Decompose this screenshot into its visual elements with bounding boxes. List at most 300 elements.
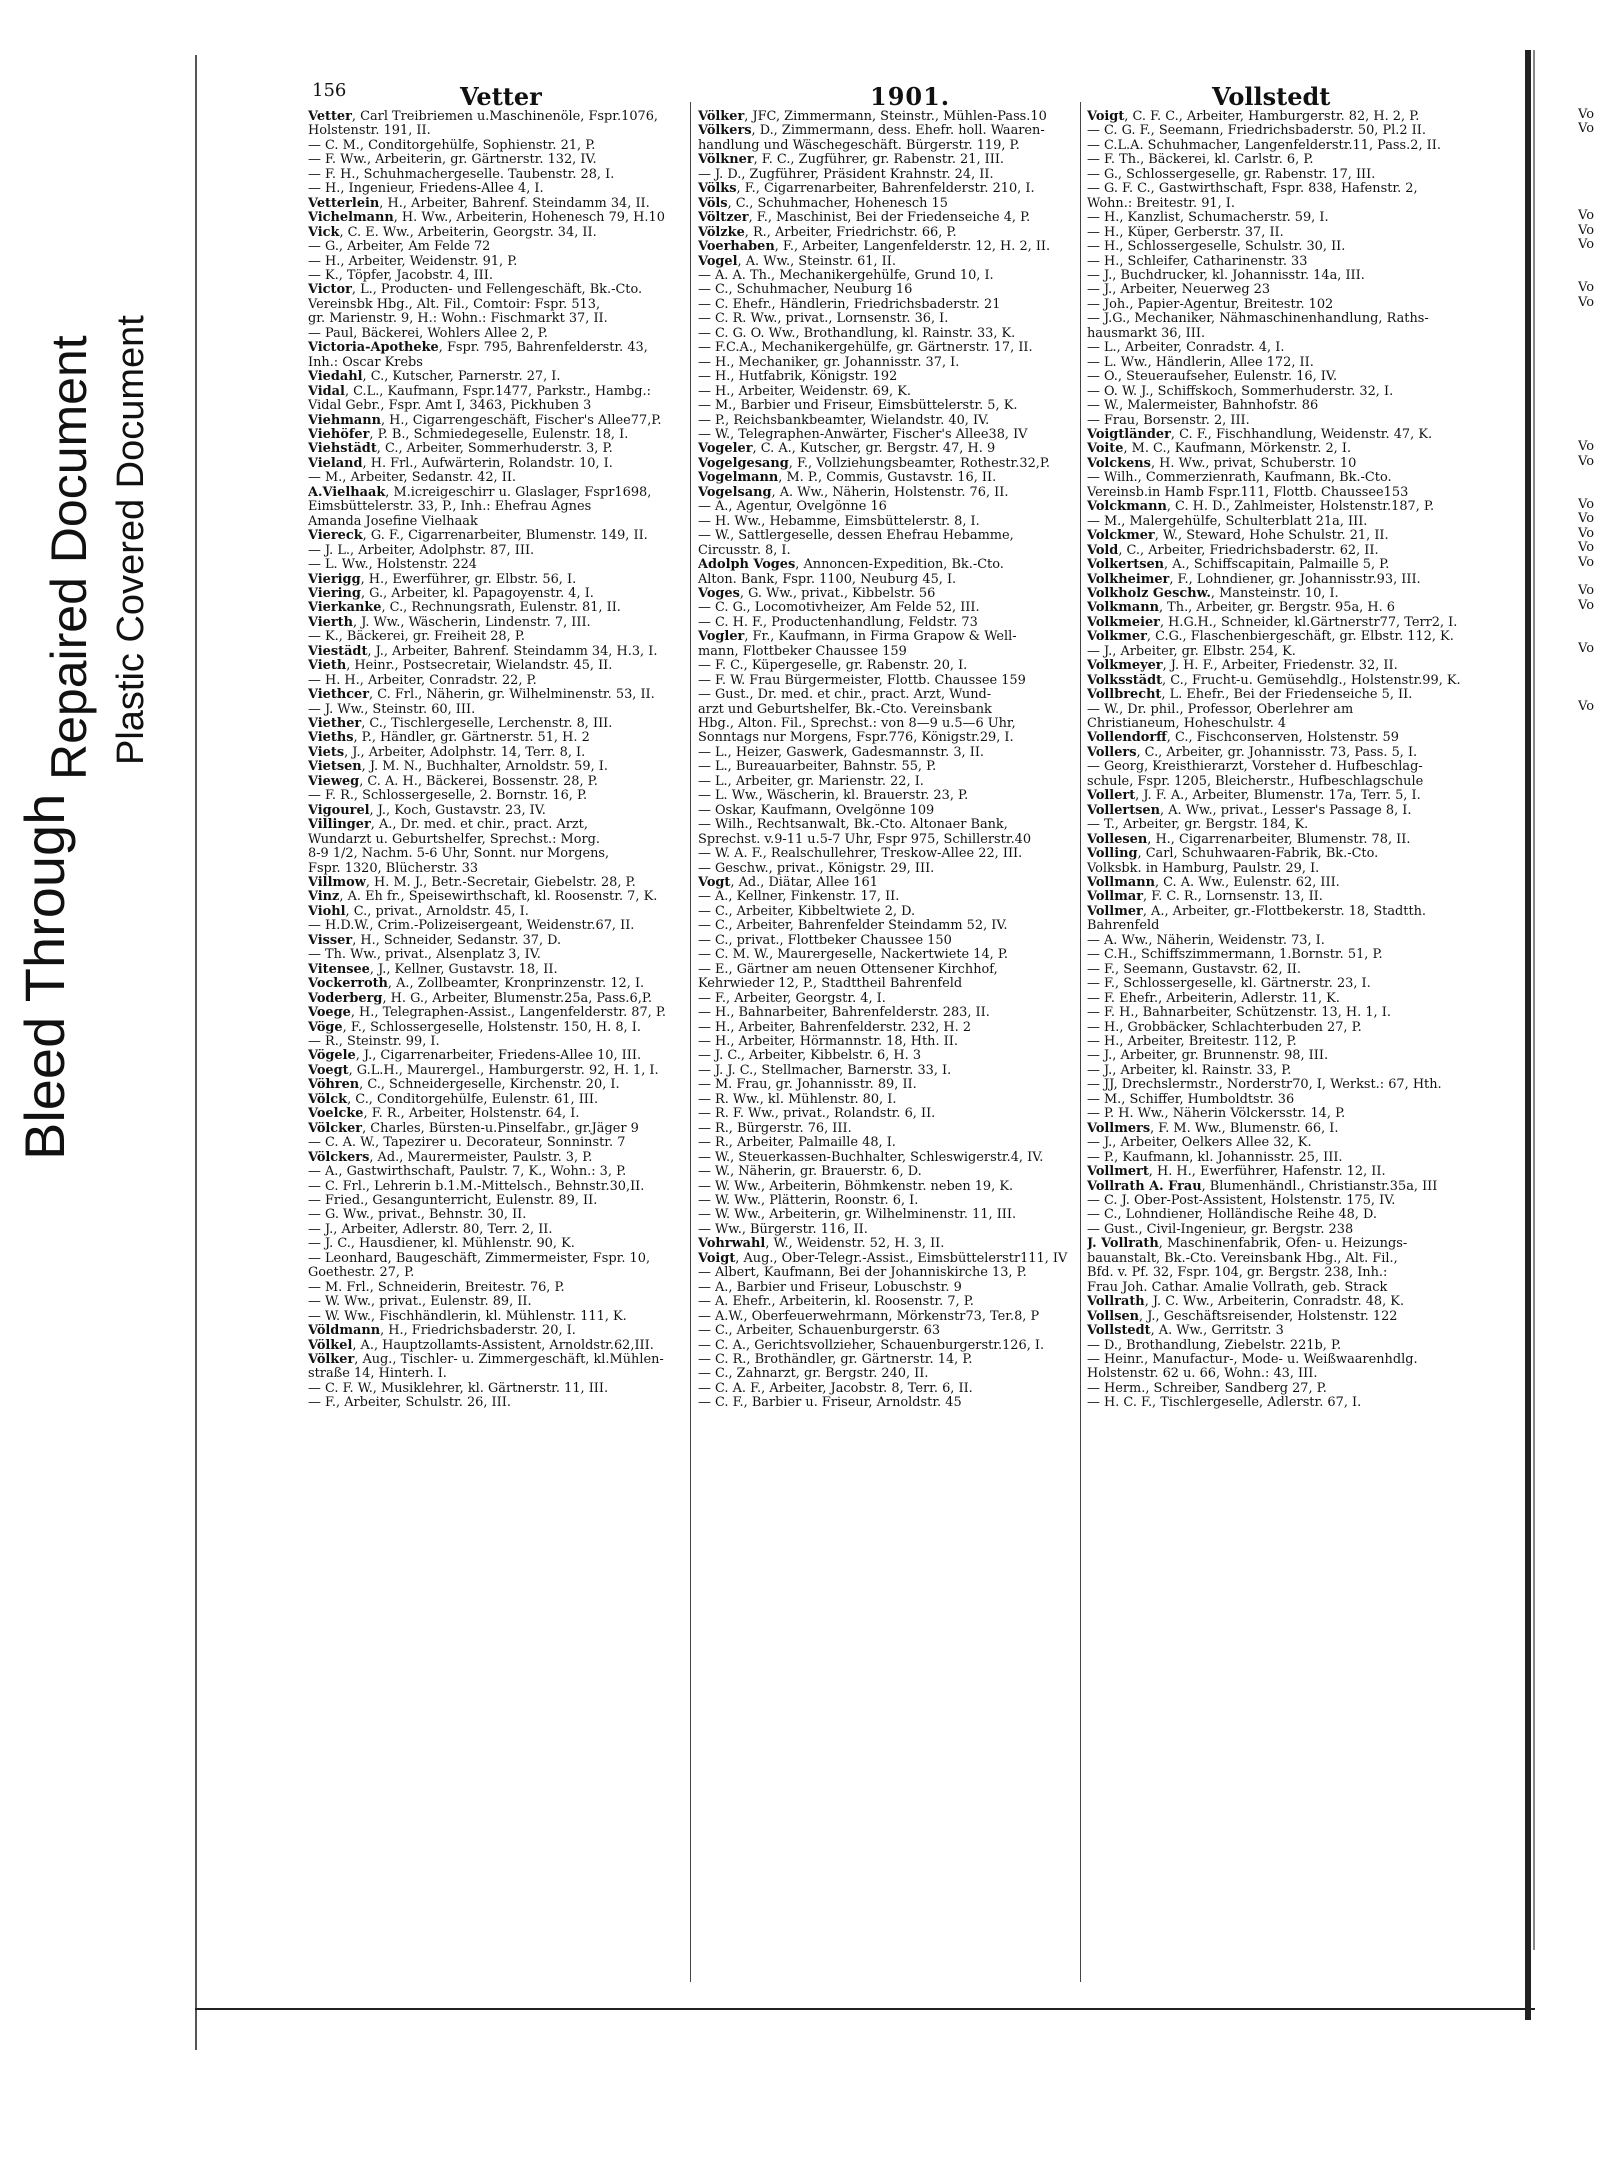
directory-entry-line: — G., Arbeiter, Am Felde 72 bbox=[308, 240, 491, 255]
directory-entry-line: Volkmer, C.G., Flaschenbiergeschäft, gr. Elbstr. 112, K. bbox=[1087, 630, 1454, 645]
directory-entry-line: Vollmers, F. M. Ww., Blumenstr. 66, I. bbox=[1087, 1121, 1339, 1136]
directory-entry-line: Vierth, J. Ww., Wäscherin, Lindenstr. 7, III. bbox=[308, 615, 591, 630]
directory-entry-line: — H., Arbeiter, Weidenstr. 69, K. bbox=[698, 384, 911, 399]
directory-entry-line: bauanstalt, Bk.-Cto. Vereinsbank Hbg., Alt. Fil., bbox=[1087, 1251, 1398, 1266]
next-page-fragment-line: Vo bbox=[1578, 122, 1595, 137]
directory-entry-line: — F., Arbeiter, Georgstr. 4, I. bbox=[698, 991, 886, 1006]
directory-entry-line: Vockerroth, A., Zollbeamter, Kronprinzenstr. 12, I. bbox=[308, 977, 645, 992]
header-left-catchword: Vetter bbox=[460, 82, 542, 111]
directory-entry-line: Vollsen, J., Geschäftsreisender, Holstenstr. 122 bbox=[1087, 1309, 1398, 1324]
next-page-fragment-line bbox=[1578, 267, 1600, 281]
next-page-fragment-line: Vo bbox=[1578, 642, 1595, 657]
directory-entry-line: — H., Hutfabrik, Königstr. 192 bbox=[698, 370, 898, 385]
directory-entry-line: — C.L.A. Schuhmacher, Langenfelderstr.11, Pass.2, II. bbox=[1087, 138, 1441, 153]
directory-entry-line: — L., Arbeiter, gr. Marienstr. 22, I. bbox=[698, 774, 924, 789]
directory-entry-line: — M. Frau, gr. Johannisstr. 89, II. bbox=[698, 1078, 917, 1093]
next-page-fragment-line: Vo bbox=[1578, 699, 1595, 714]
directory-entry-line: — R. F. Ww., privat., Rolandstr. 6, II. bbox=[698, 1107, 936, 1122]
directory-entry-line: hausmarkt 36, III. bbox=[1087, 326, 1206, 341]
next-page-fragment-line bbox=[1578, 483, 1600, 497]
directory-entry-line: — C. G. F., Seemann, Friedrichsbaderstr. 50, Pl.2 II. bbox=[1087, 124, 1426, 139]
directory-entry-line: Alton. Bank, Fspr. 1100, Neuburg 45, I. bbox=[698, 572, 957, 587]
directory-entry-line: — E., Gärtner am neuen Ottensener Kirchhof, bbox=[698, 962, 998, 977]
directory-entry-line: — H., Schlossergeselle, Schulstr. 30, II. bbox=[1087, 240, 1346, 255]
directory-entry-line: — H., Schleifer, Catharinenstr. 33 bbox=[1087, 254, 1308, 269]
directory-entry-line: — C. G., Locomotivheizer, Am Felde 52, III. bbox=[698, 601, 980, 616]
directory-entry-line: — Ww., Bürgerstr. 116, II. bbox=[698, 1222, 868, 1237]
directory-entry-line: — H., Ingenieur, Friedens-Allee 4, I. bbox=[308, 182, 544, 197]
directory-entry-line: — W., Steuerkassen-Buchhalter, Schleswigerstr.4, IV. bbox=[698, 1150, 1044, 1165]
next-page-fragment-line bbox=[1578, 426, 1600, 440]
directory-entry-line: — J. D., Zugführer, Präsident Krahnstr. 24, II. bbox=[698, 167, 994, 182]
directory-entry-line: — R., Arbeiter, Palmaille 48, I. bbox=[698, 1136, 896, 1151]
directory-entry-line: Völck, C., Conditorgehülfe, Eulenstr. 61, III. bbox=[308, 1092, 599, 1107]
directory-entry-line: — W., Sattlergeselle, dessen Ehefrau Hebamme, bbox=[698, 529, 1014, 544]
directory-entry-line: J. Vollrath, Maschinenfabrik, Ofen- u. Heizungs- bbox=[1087, 1237, 1408, 1252]
directory-entry-line: — M. Frl., Schneiderin, Breitestr. 76, P. bbox=[308, 1280, 565, 1295]
next-page-fragment-line bbox=[1578, 137, 1600, 151]
directory-entry-line: — C. A., Gerichtsvollzieher, Schauenburgerstr.126, I. bbox=[698, 1338, 1045, 1353]
directory-entry-line: — C., Lohndiener, Holländische Reihe 48, D. bbox=[1087, 1208, 1378, 1223]
directory-entry-line: Vidal Gebr., Fspr. Amt I, 3463, Pickhuben 3 bbox=[308, 399, 592, 414]
directory-entry-line: — G. Ww., privat., Behnstr. 30, II. bbox=[308, 1208, 527, 1223]
directory-entry-line: Vollbrecht, L. Ehefr., Bei der Friedenseiche 5, II. bbox=[1087, 688, 1413, 703]
directory-entry-line: Volckens, H. Ww., privat, Schuberstr. 10 bbox=[1087, 456, 1357, 471]
directory-entry-line: Frau Joh. Cathar. Amalie Vollrath, geb. Strack bbox=[1087, 1280, 1388, 1295]
next-page-fragment-line: Vo bbox=[1578, 209, 1595, 224]
directory-entry-line: — O. W. J., Schiffskoch, Sommerhuderstr. 32, I. bbox=[1087, 384, 1394, 399]
next-page-fragment-line bbox=[1578, 339, 1600, 353]
directory-entry-line: Volkmeyer, J. H. F., Arbeiter, Friedenstr. 32, II. bbox=[1087, 659, 1398, 674]
directory-entry-line: Vigourel, J., Koch, Gustavstr. 23, IV. bbox=[308, 803, 546, 818]
directory-entry-line: Kehrwieder 12, P., Stadttheil Bahrenfeld bbox=[698, 977, 963, 992]
directory-entry-line: — M., Malergehülfe, Schulterblatt 21a, III. bbox=[1087, 514, 1368, 529]
directory-entry-line: Viohl, C., privat., Arnoldstr. 45, I. bbox=[308, 904, 529, 919]
directory-entry-line: — J., Arbeiter, Adlerstr. 80, Terr. 2, II. bbox=[308, 1222, 553, 1237]
bottom-edge bbox=[195, 2008, 1535, 2010]
directory-entry-line: — W. Ww., Arbeiterin, gr. Wilhelminenstr. 11, III. bbox=[698, 1208, 1017, 1223]
next-page-fragment-line bbox=[1578, 310, 1600, 324]
directory-entry-line: — Heinr., Manufactur-, Mode- u. Weißwaarenhdlg. bbox=[1087, 1352, 1418, 1367]
directory-entry-line: Eimsbüttelerstr. 33, P., Inh.: Ehefrau Agnes bbox=[308, 500, 592, 515]
column-divider bbox=[1080, 102, 1081, 1982]
directory-entry-line: — F. C., Küpergeselle, gr. Rabenstr. 20, I. bbox=[698, 659, 968, 674]
directory-entry-line: Sonntags nur Morgens, Fspr.776, Königstr.29, I. bbox=[698, 731, 1014, 746]
directory-entry-line: Vogel, A. Ww., Steinstr. 61, II. bbox=[698, 254, 896, 269]
next-page-fragment bbox=[1578, 108, 1600, 714]
directory-entry-line: — J. J. C., Stellmacher, Barnerstr. 33, I. bbox=[698, 1063, 952, 1078]
directory-entry-line: Vitensee, J., Kellner, Gustavstr. 18, II. bbox=[308, 962, 558, 977]
directory-entry-line: Vollesen, H., Cigarrenarbeiter, Blumenstr. 78, II. bbox=[1087, 832, 1411, 847]
next-page-fragment-line bbox=[1578, 469, 1600, 483]
directory-entry-line: Vöge, F., Schlossergeselle, Holstenstr. 150, H. 8, I. bbox=[308, 1020, 641, 1035]
directory-entry-line: — L., Heizer, Gaswerk, Gadesmannstr. 3, II. bbox=[698, 745, 985, 760]
directory-entry-line: — O., Steueraufseher, Eulenstr. 16, IV. bbox=[1087, 370, 1338, 385]
directory-entry-line: Voelcke, F. R., Arbeiter, Holstenstr. 64, I. bbox=[308, 1107, 580, 1122]
directory-entry-line: Volling, Carl, Schuhwaaren-Fabrik, Bk.-Cto. bbox=[1087, 847, 1379, 862]
directory-entry-line: Viehöfer, P. B., Schmiedegeselle, Eulenstr. 18, I. bbox=[308, 427, 629, 442]
bleed-through-label: Bleed Through bbox=[13, 793, 76, 1160]
page-edge-shadow bbox=[1525, 50, 1531, 2020]
directory-entry-line: — J., Arbeiter, gr. Elbstr. 254, K. bbox=[1087, 644, 1296, 659]
directory-entry-line: — C. R., Brothändler, gr. Gärtnerstr. 14, P. bbox=[698, 1352, 973, 1367]
directory-entry-line: — C. H. F., Productenhandlung, Feldstr. 73 bbox=[698, 615, 978, 630]
directory-entry-line: — JJ, Drechslermstr., Norderstr70, I, Werkst.: 67, Hth. bbox=[1087, 1078, 1442, 1093]
directory-entry-line: Circusstr. 8, I. bbox=[698, 543, 791, 558]
directory-entry-line: — A., Kellner, Finkenstr. 17, II. bbox=[698, 890, 900, 905]
directory-entry-line: Sprechst. v.9-11 u.5-7 Uhr, Fspr 975, Schillerstr.40 bbox=[698, 832, 1032, 847]
directory-entry-line: — W. Ww., Arbeiterin, Böhmkenstr. neben 19, K. bbox=[698, 1179, 1014, 1194]
directory-entry-line: Völker, JFC, Zimmermann, Steinstr., Mühlen-Pass.10 bbox=[698, 110, 1047, 124]
header-year: 1901. bbox=[870, 82, 951, 111]
directory-entry-line: Wundarzt u. Geburtshelfer, Sprechst.: Morg. bbox=[308, 832, 601, 847]
column-divider bbox=[690, 102, 691, 1982]
directory-entry-line: Volkertsen, A., Schiffscapitain, Palmaille 5, P. bbox=[1087, 558, 1390, 573]
directory-entry-line: — A.W., Oberfeuerwehrmann, Mörkenstr73, Ter.8, P bbox=[698, 1309, 1040, 1324]
directory-entry-line: Voite, M. C., Kaufmann, Mörkenstr. 2, I. bbox=[1087, 442, 1352, 457]
directory-entry-line: — H., Arbeiter, Hörmannstr. 18, Hth. II. bbox=[698, 1035, 958, 1049]
directory-entry-line: Wohn.: Breitestr. 91, I. bbox=[1087, 196, 1235, 211]
directory-entry-line: Volkmann, Th., Arbeiter, gr. Bergstr. 95a, H. 6 bbox=[1087, 601, 1395, 616]
directory-entry-line: — C. A. F., Arbeiter, Jacobstr. 8, Terr. 6, II. bbox=[698, 1381, 973, 1396]
directory-entry-line: Visser, H., Schneider, Sedanstr. 37, D. bbox=[308, 933, 562, 948]
directory-entry-line: Adolph Voges, Annoncen-Expedition, Bk.-Cto. bbox=[698, 558, 1004, 573]
directory-entry-line: — W. Ww., Plätterin, Roonstr. 6, I. bbox=[698, 1193, 919, 1208]
directory-entry-line: Völdmann, H., Friedrichsbaderstr. 20, I. bbox=[308, 1324, 576, 1339]
directory-entry-line: Fspr. 1320, Blücherstr. 33 bbox=[308, 861, 479, 876]
directory-entry-line: Inh.: Oscar Krebs bbox=[308, 355, 423, 370]
directory-entry-line: — D., Brothandlung, Ziebelstr. 221b, P. bbox=[1087, 1338, 1342, 1353]
directory-entry-line: Volksbk. in Hamburg, Paulstr. 29, I. bbox=[1087, 861, 1320, 876]
directory-entry-line: — F., Seemann, Gustavstr. 62, II. bbox=[1087, 962, 1301, 977]
directory-entry-line: — Gust., Civil-Ingenieur, gr. Bergstr. 238 bbox=[1087, 1222, 1354, 1237]
directory-entry-line: — H.D.W., Crim.-Polizeisergeant, Weidenstr.67, II. bbox=[308, 919, 635, 934]
directory-entry-line: — L. Ww., Wäscherin, kl. Brauerstr. 23, P. bbox=[698, 789, 969, 804]
directory-entry-line: — A., Agentur, Ovelgönne 16 bbox=[698, 500, 887, 515]
directory-entry-line: — C. F., Barbier u. Friseur, Arnoldstr. 45 bbox=[698, 1396, 962, 1411]
next-page-fragment-line bbox=[1578, 686, 1600, 700]
directory-entry-line: Voigt, Aug., Ober-Telegr.-Assist., Eimsbüttelerstr111, IV bbox=[698, 1251, 1068, 1266]
directory-entry-line: Vetterlein, H., Arbeiter, Bahrenf. Steindamm 34, II. bbox=[308, 196, 650, 211]
directory-entry-line: Vidal, C.L., Kaufmann, Fspr.1477, Parkstr., Hambg.: bbox=[308, 384, 651, 399]
directory-entry-line: Vohrwahl, W., Weidenstr. 52, H. 3, II. bbox=[698, 1237, 945, 1252]
next-page-fragment-line: Vo bbox=[1578, 454, 1595, 469]
directory-entry-line: Vollers, C., Arbeiter, gr. Johannisstr. 73, Pass. 5, I. bbox=[1087, 745, 1418, 760]
directory-entry-line: Goethestr. 27, P. bbox=[308, 1266, 415, 1281]
next-page-fragment-line: Vo bbox=[1578, 223, 1595, 238]
directory-entry-line: Völks, F., Cigarrenarbeiter, Bahrenfelderstr. 210, I. bbox=[698, 182, 1035, 197]
directory-entry-line: Vollendorff, C., Fischconserven, Holstenstr. 59 bbox=[1087, 731, 1399, 746]
directory-entry-line: Völtzer, F., Maschinist, Bei der Friedenseiche 4, P. bbox=[698, 211, 1031, 226]
directory-entry-line: Völzke, R., Arbeiter, Friedrichstr. 66, P. bbox=[698, 225, 957, 240]
next-page-fragment-line: Vo bbox=[1578, 598, 1595, 613]
directory-entry-line: — Paul, Bäckerei, Wohlers Allee 2, P. bbox=[308, 326, 548, 341]
directory-entry-line: Völkel, A., Hauptzollamts-Assistent, Arnoldstr.62,III. bbox=[308, 1338, 654, 1353]
directory-entry-line: — A., Barbier und Friseur, Lobuschstr. 9 bbox=[698, 1280, 962, 1295]
directory-entry-line: — J., Arbeiter, Oelkers Allee 32, K. bbox=[1087, 1136, 1312, 1151]
directory-entry-line: Viehmann, H., Cigarrengeschäft, Fischer's Allee77,P. bbox=[308, 413, 662, 428]
directory-entry-line: Vogelgesang, F., Vollziehungsbeamter, Rothestr.32,P. bbox=[698, 456, 1051, 471]
page-number: 156 bbox=[312, 80, 347, 101]
directory-entry-line: — L. Ww., Holstenstr. 224 bbox=[308, 558, 477, 573]
next-page-fragment-line: Vo bbox=[1578, 497, 1595, 512]
directory-entry-line: — C., privat., Flottbeker Chaussee 150 bbox=[698, 933, 952, 948]
directory-entry-line: — A. Ww., Näherin, Weidenstr. 73, I. bbox=[1087, 933, 1325, 948]
directory-entry-line: Völkner, F. C., Zugführer, gr. Rabenstr. 21, III. bbox=[698, 153, 1005, 168]
directory-entry-line: — Oskar, Kaufmann, Ovelgönne 109 bbox=[698, 803, 935, 818]
directory-entry-line: Volkholz Geschw., Mansteinstr. 10, I. bbox=[1087, 586, 1339, 601]
directory-entry-line: — P., Kaufmann, kl. Johannisstr. 25, III. bbox=[1087, 1150, 1343, 1165]
directory-entry-line: Vetter, Carl Treibriemen u.Maschinenöle, Fspr.1076, bbox=[308, 110, 659, 124]
directory-entry-line: Villinger, A., Dr. med. et chir., pract. Arzt, bbox=[308, 818, 588, 833]
directory-entry-line: Amanda Josefine Vielhaak bbox=[308, 514, 478, 529]
directory-entry-line: — F. R., Schlossergeselle, 2. Bornstr. 16, P. bbox=[308, 789, 588, 804]
directory-entry-line: Völs, C., Schuhmacher, Hohenesch 15 bbox=[698, 196, 948, 211]
directory-entry-line: Vierigg, H., Ewerführer, gr. Elbstr. 56, I. bbox=[308, 572, 577, 587]
directory-entry-line: Vollrath, J. C. Ww., Arbeiterin, Conradstr. 48, K. bbox=[1087, 1295, 1405, 1310]
directory-entry-line: — C. R. Ww., privat., Lornsenstr. 36, I. bbox=[698, 312, 949, 327]
directory-entry-line: Vöhren, C., Schneidergeselle, Kirchenstr. 20, I. bbox=[308, 1078, 620, 1093]
directory-entry-line: — F. Th., Bäckerei, kl. Carlstr. 6, P. bbox=[1087, 153, 1314, 168]
directory-entry-line: arzt und Geburtshelfer, Bk.-Cto. Vereinsbank bbox=[698, 702, 992, 717]
directory-entry-line: Voege, H., Telegraphen-Assist., Langenfelderstr. 87, P. bbox=[308, 1006, 667, 1021]
directory-entry-line: — J. Ww., Steinstr. 60, III. bbox=[308, 702, 476, 717]
directory-entry-line: — W., Dr. phil., Professor, Oberlehrer am bbox=[1087, 702, 1354, 717]
directory-entry-line: Vereinsbk Hbg., Alt. Fil., Comtoir: Fspr. 513, bbox=[308, 297, 601, 312]
directory-entry-line: — C. A. W., Tapezirer u. Decorateur, Sonninstr. 7 bbox=[308, 1136, 626, 1151]
entry-column-2 bbox=[698, 110, 1078, 1411]
directory-entry-line: — Frau, Borsenstr. 2, III. bbox=[1087, 413, 1250, 428]
next-page-fragment-line bbox=[1578, 613, 1600, 627]
directory-entry-line: — Geschw., privat., Königstr. 29, III. bbox=[698, 861, 935, 876]
directory-entry-line: Vieweg, C. A. H., Bäckerei, Bossenstr. 28, P. bbox=[308, 774, 598, 789]
directory-entry-line: — W. Ww., privat., Eulenstr. 89, II. bbox=[308, 1295, 532, 1310]
directory-entry-line: — Joh., Papier-Agentur, Breitestr. 102 bbox=[1087, 297, 1334, 312]
directory-entry-line: Vichelmann, H. Ww., Arbeiterin, Hohenesch 79, H.10 bbox=[308, 211, 665, 226]
directory-entry-line: Vogelsang, A. Ww., Näherin, Holstenstr. 76, II. bbox=[698, 485, 1009, 500]
directory-entry-line: Hbg., Alton. Fil., Sprechst.: von 8—9 u.5—6 Uhr, bbox=[698, 717, 1016, 732]
plastic-covered-label: Plastic Covered Document bbox=[110, 315, 152, 765]
directory-entry-line: — A. A. Th., Mechanikergehülfe, Grund 10, I. bbox=[698, 268, 994, 283]
next-page-fragment-line: Vo bbox=[1578, 526, 1595, 541]
directory-entry-line: — K., Töpfer, Jacobstr. 4, III. bbox=[308, 268, 493, 283]
directory-entry-line: gr. Marienstr. 9, H.: Wohn.: Fischmarkt 37, II. bbox=[308, 312, 608, 327]
directory-entry-line: Voderberg, H. G., Arbeiter, Blumenstr.25a, Pass.6,P. bbox=[308, 991, 652, 1006]
directory-entry-line: Vereinsb.in Hamb Fspr.111, Flottb. Chaussee153 bbox=[1087, 485, 1409, 500]
directory-entry-line: Völcker, Charles, Bürsten-u.Pinselfabr., gr.Jäger 9 bbox=[308, 1121, 639, 1136]
directory-entry-line: — Gust., Dr. med. et chir., pract. Arzt, Wund- bbox=[698, 688, 992, 703]
directory-entry-line: Viether, C., Tischlergeselle, Lerchenstr. 8, III. bbox=[308, 717, 613, 732]
directory-entry-line: Vieland, H. Frl., Aufwärterin, Rolandstr. 10, I. bbox=[308, 456, 613, 471]
directory-entry-line: — C., Arbeiter, Kibbeltwiete 2, D. bbox=[698, 904, 916, 919]
directory-entry-line: — W., Näherin, gr. Brauerstr. 6, D. bbox=[698, 1165, 922, 1180]
directory-entry-line: Holstenstr. 62 u. 66, Wohn.: 43, III. bbox=[1087, 1367, 1318, 1382]
directory-entry-line: Vollert, J. F. A., Arbeiter, Blumenstr. 17a, Terr. 5, I. bbox=[1087, 789, 1421, 804]
directory-entry-line: — H., Arbeiter, Weidenstr. 91, P. bbox=[308, 254, 518, 269]
directory-entry-line: — C. Ehefr., Händlerin, Friedrichsbaderstr. 21 bbox=[698, 297, 1001, 312]
directory-entry-line: — J. L., Arbeiter, Adolphstr. 87, III. bbox=[308, 543, 535, 558]
directory-entry-line: Vollmann, C. A. Ww., Eulenstr. 62, III. bbox=[1087, 876, 1340, 891]
left-page-margin bbox=[195, 55, 197, 2050]
next-page-fragment-line: Vo bbox=[1578, 440, 1595, 455]
directory-entry-line: — G., Schlossergeselle, gr. Rabenstr. 17, III. bbox=[1087, 167, 1376, 182]
directory-entry-line: — R., Steinstr. 99, I. bbox=[308, 1035, 440, 1049]
directory-entry-line: schule, Fspr. 1205, Bleicherstr., Hufbeschlagschule bbox=[1087, 774, 1424, 789]
directory-entry-line: — T., Arbeiter, gr. Bergstr. 184, K. bbox=[1087, 818, 1309, 833]
directory-entry-line: — H., Grobbäcker, Schlachterbuden 27, P. bbox=[1087, 1020, 1362, 1035]
directory-entry-line: Christianeum, Hoheschulstr. 4 bbox=[1087, 717, 1287, 732]
directory-entry-line: Vick, C. E. Ww., Arbeiterin, Georgstr. 34, II. bbox=[308, 225, 597, 240]
directory-entry-line: — A. Ehefr., Arbeiterin, kl. Roosenstr. 7, P. bbox=[698, 1295, 974, 1310]
next-page-fragment-line bbox=[1578, 325, 1600, 339]
next-page-fragment-line bbox=[1578, 368, 1600, 382]
directory-entry-line: Vierkanke, C., Rechnungsrath, Eulenstr. 81, II. bbox=[308, 601, 621, 616]
directory-entry-line: — P. H. Ww., Näherin Völckersstr. 14, P. bbox=[1087, 1107, 1346, 1122]
directory-entry-line: — H. Ww., Hebamme, Eimsbüttelerstr. 8, I. bbox=[698, 514, 980, 529]
directory-entry-line: Vollertsen, A. Ww., privat., Lesser's Passage 8, I. bbox=[1087, 803, 1412, 818]
directory-entry-line: Vietsen, J. M. N., Buchhalter, Arnoldstr. 59, I. bbox=[308, 760, 608, 775]
directory-entry-line: — J. C., Arbeiter, Kibbelstr. 6, H. 3 bbox=[698, 1049, 922, 1064]
directory-entry-line: Voges, G. Ww., privat., Kibbelstr. 56 bbox=[698, 586, 936, 601]
next-page-fragment-line bbox=[1578, 671, 1600, 685]
next-page-fragment-line: Vo bbox=[1578, 237, 1595, 252]
directory-entry-line: — G. F. C., Gastwirthschaft, Fspr. 838, Hafenstr. 2, bbox=[1087, 182, 1418, 197]
directory-entry-line: — C. F. W., Musiklehrer, kl. Gärtnerstr. 11, III. bbox=[308, 1381, 609, 1396]
next-page-fragment-line bbox=[1578, 151, 1600, 165]
next-page-fragment-line: Vo bbox=[1578, 295, 1595, 310]
directory-entry-line: Vogler, Fr., Kaufmann, in Firma Grapow & Well- bbox=[698, 630, 1017, 645]
directory-entry-line: Viereck, G. F., Cigarrenarbeiter, Blumenstr. 149, II. bbox=[308, 529, 648, 544]
directory-entry-line: — F. H., Schuhmachergeselle. Taubenstr. 28, I. bbox=[308, 167, 615, 182]
directory-entry-line: — J., Arbeiter, gr. Brunnenstr. 98, III. bbox=[1087, 1049, 1329, 1064]
directory-entry-line: — C. M. W., Maurergeselle, Nackertwiete 14, P. bbox=[698, 948, 1009, 963]
directory-entry-line: — A., Gastwirthschaft, Paulstr. 7, K., Wohn.: 3, P. bbox=[308, 1165, 627, 1180]
next-page-fragment-line bbox=[1578, 570, 1600, 584]
directory-entry-line: — W. Ww., Fischhändlerin, kl. Mühlenstr. 111, K. bbox=[308, 1309, 627, 1324]
directory-entry-line: — H., Bahnarbeiter, Bahrenfelderstr. 283, II. bbox=[698, 1006, 990, 1021]
directory-entry-line: — C. G. O. Ww., Brothandlung, kl. Rainstr. 33, K. bbox=[698, 326, 1016, 341]
directory-entry-line: — Th. Ww., privat., Alsenplatz 3, IV. bbox=[308, 948, 541, 963]
directory-entry-line: straße 14, Hinterh. I. bbox=[308, 1367, 447, 1382]
directory-entry-line: — Leonhard, Baugeschäft, Zimmermeister, Fspr. 10, bbox=[308, 1251, 651, 1266]
directory-entry-line: — C., Schuhmacher, Neuburg 16 bbox=[698, 283, 913, 298]
directory-entry-line: Völckers, Ad., Maurermeister, Paulstr. 3, P. bbox=[308, 1150, 593, 1165]
directory-entry-line: — Georg, Kreisthierarzt, Vorsteher d. Hufbeschlag- bbox=[1087, 760, 1423, 775]
directory-entry-line: Villmow, H. M. J., Betr.-Secretair, Giebelstr. 28, P. bbox=[308, 876, 636, 891]
directory-entry-line: — H., Kanzlist, Schumacherstr. 59, I. bbox=[1087, 211, 1329, 226]
directory-entry-line: Volkheimer, F., Lohndiener, gr. Johannisstr.93, III. bbox=[1087, 572, 1421, 587]
directory-entry-line: Volckmann, C. H. D., Zahlmeister, Holstenstr.187, P. bbox=[1087, 500, 1435, 515]
directory-entry-line: — Albert, Kaufmann, Bei der Johanniskirche 13, P. bbox=[698, 1266, 1027, 1281]
directory-entry-line: Bfd. v. Pf. 32, Fspr. 104, gr. Bergstr. 238, Inh.: bbox=[1087, 1266, 1388, 1281]
next-page-fragment-line: Vo bbox=[1578, 512, 1595, 527]
directory-entry-line: Voigt, C. F. C., Arbeiter, Hamburgerstr. 82, H. 2, P. bbox=[1087, 110, 1420, 124]
directory-entry-line: Voerhaben, F., Arbeiter, Langenfelderstr. 12, H. 2, II. bbox=[698, 240, 1051, 255]
directory-entry-line: Völkers, D., Zimmermann, dess. Ehefr. holl. Waaren- bbox=[698, 124, 1045, 139]
directory-entry-line: Vollrath A. Frau, Blumenhändl., Christianstr.35a, III bbox=[1087, 1179, 1438, 1194]
directory-entry-line: Volckmer, W., Steward, Hohe Schulstr. 21, II. bbox=[1087, 529, 1389, 544]
directory-entry-line: Vollmar, F. C. R., Lornsenstr. 13, II. bbox=[1087, 890, 1323, 905]
directory-entry-line: — L. Ww., Händlerin, Allee 172, II. bbox=[1087, 355, 1314, 370]
directory-entry-line: Volkmeier, H.G.H., Schneider, kl.Gärtnerstr77, Terr2, I. bbox=[1087, 615, 1458, 630]
directory-entry-line: A.Vielhaak, M.icreigeschirr u. Glaslager, Fspr1698, bbox=[308, 485, 652, 500]
directory-entry-line: — H. C. F., Tischlergeselle, Adlerstr. 67, I. bbox=[1087, 1396, 1362, 1411]
next-page-fragment-line: Vo bbox=[1578, 108, 1595, 122]
directory-entry-line: — Wilh., Rechtsanwalt, Bk.-Cto. Altonaer Bank, bbox=[698, 818, 1008, 833]
directory-entry-line: — M., Schiffer, Humboldtstr. 36 bbox=[1087, 1092, 1295, 1107]
directory-entry-line: — Fried., Gesangunterricht, Eulenstr. 89, II. bbox=[308, 1193, 598, 1208]
next-page-fragment-line: Vo bbox=[1578, 281, 1595, 296]
next-page-fragment-line: Vo bbox=[1578, 555, 1595, 570]
directory-entry-line: — C.H., Schiffszimmermann, 1.Bornstr. 51, P. bbox=[1087, 948, 1383, 963]
directory-entry-line: — W. A. F., Realschullehrer, Treskow-Allee 22, III. bbox=[698, 847, 1023, 862]
next-page-fragment-line bbox=[1578, 252, 1600, 266]
directory-entry-line: — J. C., Hausdiener, kl. Mühlenstr. 90, K. bbox=[308, 1237, 575, 1252]
directory-entry-line: Viering, G., Arbeiter, kl. Papagoyenstr. 4, I. bbox=[308, 586, 594, 601]
directory-entry-line: — H., Mechaniker, gr. Johannisstr. 37, I. bbox=[698, 355, 960, 370]
directory-entry-line: — H., Küper, Gerberstr. 37, II. bbox=[1087, 225, 1284, 240]
directory-entry-line: Victor, L., Producten- und Fellengeschäft, Bk.-Cto. bbox=[308, 283, 643, 298]
next-page-fragment-line bbox=[1578, 195, 1600, 209]
directory-entry-line: Vögele, J., Cigarrenarbeiter, Friedens-Allee 10, III. bbox=[308, 1049, 642, 1064]
directory-entry-line: — J.G., Mechaniker, Nähmaschinenhandlung, Raths- bbox=[1087, 312, 1429, 327]
directory-entry-line: Vinz, A. Eh fr., Speisewirthschaft, kl. Roosenstr. 7, K. bbox=[308, 890, 658, 905]
directory-entry-line: mann, Flottbeker Chaussee 159 bbox=[698, 644, 907, 659]
directory-entry-line: Viehstädt, C., Arbeiter, Sommerhuderstr. 3, P. bbox=[308, 442, 613, 457]
directory-entry-line: Vollmer, A., Arbeiter, gr.-Flottbekerstr. 18, Stadtth. bbox=[1087, 904, 1427, 919]
directory-entry-line: Voegt, G.L.H., Maurergel., Hamburgerstr. 92, H. 1, I. bbox=[308, 1063, 659, 1078]
directory-entry-line: Vollmert, H. H., Ewerführer, Hafenstr. 12, II. bbox=[1087, 1165, 1386, 1180]
directory-entry-line: — R. Ww., kl. Mühlenstr. 80, I. bbox=[698, 1092, 897, 1107]
directory-entry-line: — J., Buchdrucker, kl. Johannisstr. 14a, III. bbox=[1087, 268, 1365, 283]
directory-entry-line: Voigtländer, C. F., Fischhandlung, Weidenstr. 47, K. bbox=[1087, 427, 1433, 442]
directory-entry-line: — C. J. Ober-Post-Assistent, Holstenstr. 175, IV. bbox=[1087, 1193, 1396, 1208]
next-page-fragment-line bbox=[1578, 382, 1600, 396]
next-page-fragment-line: Vo bbox=[1578, 584, 1595, 599]
scan-sidebar bbox=[0, 260, 170, 1160]
page-header bbox=[290, 82, 1530, 112]
directory-entry-line: — F.C.A., Mechanikergehülfe, gr. Gärtnerstr. 17, II. bbox=[698, 341, 1033, 356]
directory-entry-line: — F., Schlossergeselle, kl. Gärtnerstr. 23, I. bbox=[1087, 977, 1371, 992]
directory-entry-line: — F. W. Frau Bürgermeister, Flottb. Chaussee 159 bbox=[698, 673, 1026, 688]
directory-entry-line: Vollstedt, A. Ww., Gerritstr. 3 bbox=[1087, 1324, 1284, 1339]
directory-entry-line: Volksstädt, C., Frucht-u. Gemüsehdlg., Holstenstr.99, K. bbox=[1087, 673, 1461, 688]
directory-entry-line: — F. Ehefr., Arbeiterin, Adlerstr. 11, K. bbox=[1087, 991, 1340, 1006]
directory-entry-line: — L., Bureauarbeiter, Bahnstr. 55, P. bbox=[698, 760, 937, 775]
entry-column-3 bbox=[1087, 110, 1467, 1411]
directory-entry-line: Viedahl, C., Kutscher, Parnerstr. 27, I. bbox=[308, 370, 561, 385]
directory-entry-line: — F., Arbeiter, Schulstr. 26, III. bbox=[308, 1396, 511, 1411]
directory-entry-line: — J., Arbeiter, Neuerweg 23 bbox=[1087, 283, 1271, 298]
directory-entry-line: — K., Bäckerei, gr. Freiheit 28, P. bbox=[308, 630, 525, 645]
directory-entry-line: Vieth, Heinr., Postsecretair, Wielandstr. 45, II. bbox=[308, 659, 613, 674]
directory-entry-line: Vold, C., Arbeiter, Friedrichsbaderstr. 62, II. bbox=[1087, 543, 1379, 558]
next-page-fragment-line bbox=[1578, 397, 1600, 411]
directory-entry-line: — H., Arbeiter, Breitestr. 112, P. bbox=[1087, 1035, 1297, 1049]
directory-entry-line: — Wilh., Commerzienrath, Kaufmann, Bk.-Cto. bbox=[1087, 471, 1392, 486]
directory-entry-line: Vogelmann, M. P., Commis, Gustavstr. 16, II. bbox=[698, 471, 997, 486]
directory-entry-line: Victoria-Apotheke, Fspr. 795, Bahrenfelderstr. 43, bbox=[308, 341, 648, 356]
directory-entry-line: Viethcer, C. Frl., Näherin, gr. Wilhelminenstr. 53, II. bbox=[308, 688, 655, 703]
directory-entry-line: Vogt, Ad., Diätar, Allee 161 bbox=[698, 876, 878, 891]
directory-entry-line: — F. Ww., Arbeiterin, gr. Gärtnerstr. 132, IV. bbox=[308, 153, 597, 168]
next-page-fragment-line bbox=[1578, 628, 1600, 642]
repaired-document-label: Repaired Document bbox=[41, 335, 97, 780]
directory-entry-line: 8-9 1/2, Nachm. 5-6 Uhr, Sonnt. nur Morgens, bbox=[308, 847, 610, 862]
directory-page bbox=[290, 82, 1530, 2002]
directory-entry-line: — C. Frl., Lehrerin b.1.M.-Mittelsch., Behnstr.30,II. bbox=[308, 1179, 645, 1194]
directory-entry-line: — Herm., Schreiber, Sandberg 27, P. bbox=[1087, 1381, 1327, 1396]
